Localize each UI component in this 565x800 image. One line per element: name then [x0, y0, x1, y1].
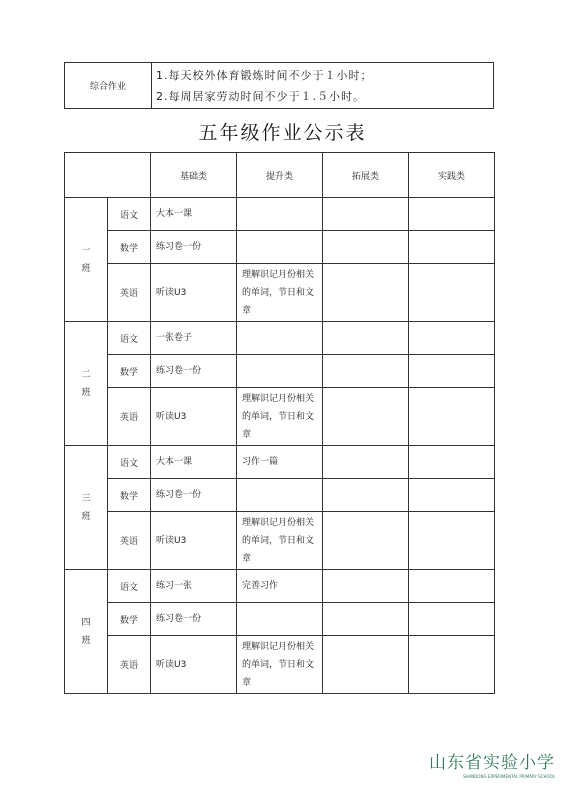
basic-cell: 听读U3 — [151, 388, 237, 446]
practice-cell — [409, 355, 495, 388]
header-basic: 基础类 — [151, 153, 237, 198]
subject-cell: 数学 — [108, 479, 151, 512]
class-name-char: 班 — [81, 263, 91, 274]
homework-table — [64, 152, 495, 694]
extend-cell — [323, 355, 409, 388]
subject-cell: 英语 — [108, 512, 151, 570]
table-row — [65, 231, 495, 264]
extend-cell — [323, 570, 409, 603]
class-name-char: 四 — [81, 617, 91, 628]
practice-cell — [409, 603, 495, 636]
subject-cell: 英语 — [108, 264, 151, 322]
comprehensive-homework-table — [64, 62, 494, 109]
table-row — [65, 388, 495, 446]
improve-cell — [237, 479, 323, 512]
subject-cell: 数学 — [108, 355, 151, 388]
basic-cell: 练习卷一份 — [151, 603, 237, 636]
table-row — [65, 446, 495, 479]
improve-cell: 理解识记月份相关的单词，节日和文章 — [237, 388, 323, 446]
improve-cell: 习作一篇 — [237, 446, 323, 479]
requirement-line-2: 2.每周居家劳动时间不少于１.５小时。 — [156, 89, 365, 103]
improve-cell — [237, 322, 323, 355]
requirement-line-1: 1.每天校外体育锻炼时间不少于１小时； — [156, 68, 373, 82]
subject-cell: 英语 — [108, 388, 151, 446]
extend-cell — [323, 322, 409, 355]
header-row — [65, 153, 495, 198]
header-corner-cell — [65, 153, 151, 198]
table-row — [65, 512, 495, 570]
school-logo — [429, 748, 555, 779]
table-row — [65, 264, 495, 322]
basic-cell: 一张卷子 — [151, 322, 237, 355]
extend-cell — [323, 264, 409, 322]
class-name-char: 三 — [81, 493, 91, 504]
subject-cell: 语文 — [108, 446, 151, 479]
practice-cell — [409, 264, 495, 322]
class-name-cell — [65, 198, 108, 322]
improve-cell: 理解识记月份相关的单词，节日和文章 — [237, 636, 323, 694]
practice-cell — [409, 570, 495, 603]
header-improve: 提升类 — [237, 153, 323, 198]
header-extend: 拓展类 — [323, 153, 409, 198]
extend-cell — [323, 446, 409, 479]
basic-cell: 听读U3 — [151, 512, 237, 570]
basic-cell: 大本一课 — [151, 198, 237, 231]
comprehensive-homework-content — [152, 63, 494, 109]
practice-cell — [409, 636, 495, 694]
class-name-cell — [65, 446, 108, 570]
improve-cell — [237, 231, 323, 264]
basic-cell: 练习一张 — [151, 570, 237, 603]
class-name-cell — [65, 570, 108, 694]
basic-cell: 练习卷一份 — [151, 231, 237, 264]
practice-cell — [409, 322, 495, 355]
page-title: 五年级作业公示表 — [198, 122, 367, 144]
table-row — [65, 355, 495, 388]
table-row — [65, 570, 495, 603]
class-name-char: 班 — [81, 511, 91, 522]
extend-cell — [323, 512, 409, 570]
extend-cell — [323, 231, 409, 264]
improve-cell: 完善习作 — [237, 570, 323, 603]
subject-cell: 数学 — [108, 603, 151, 636]
table-row — [65, 198, 495, 231]
practice-cell — [409, 198, 495, 231]
class-name-char: 二 — [81, 369, 91, 380]
table-row — [65, 479, 495, 512]
basic-cell: 练习卷一份 — [151, 355, 237, 388]
practice-cell — [409, 388, 495, 446]
header-practice: 实践类 — [409, 153, 495, 198]
practice-cell — [409, 479, 495, 512]
comprehensive-homework-label: 综合作业 — [65, 63, 152, 109]
subject-cell: 语文 — [108, 198, 151, 231]
extend-cell — [323, 388, 409, 446]
subject-cell: 语文 — [108, 570, 151, 603]
class-name-char: 一 — [81, 245, 91, 256]
practice-cell — [409, 231, 495, 264]
subject-cell: 语文 — [108, 322, 151, 355]
improve-cell — [237, 355, 323, 388]
improve-cell: 理解识记月份相关的单词，节日和文章 — [237, 512, 323, 570]
practice-cell — [409, 446, 495, 479]
improve-cell: 理解识记月份相关的单词，节日和文章 — [237, 264, 323, 322]
subject-cell: 英语 — [108, 636, 151, 694]
table-row — [65, 636, 495, 694]
basic-cell: 听读U3 — [151, 264, 237, 322]
extend-cell — [323, 636, 409, 694]
class-name-cell — [65, 322, 108, 446]
subject-cell: 数学 — [108, 231, 151, 264]
table-row — [65, 322, 495, 355]
class-name-char: 班 — [81, 635, 91, 646]
extend-cell — [323, 603, 409, 636]
table-row — [65, 603, 495, 636]
extend-cell — [323, 479, 409, 512]
extend-cell — [323, 198, 409, 231]
basic-cell: 大本一课 — [151, 446, 237, 479]
basic-cell: 练习卷一份 — [151, 479, 237, 512]
basic-cell: 听读U3 — [151, 636, 237, 694]
improve-cell — [237, 198, 323, 231]
class-name-char: 班 — [81, 387, 91, 398]
school-name-english: SHANDONG EXPERIMENTAL PRIMARY SCHOOL — [462, 774, 555, 779]
practice-cell — [409, 512, 495, 570]
improve-cell — [237, 603, 323, 636]
school-name: 山东省实验小学 — [429, 753, 555, 773]
